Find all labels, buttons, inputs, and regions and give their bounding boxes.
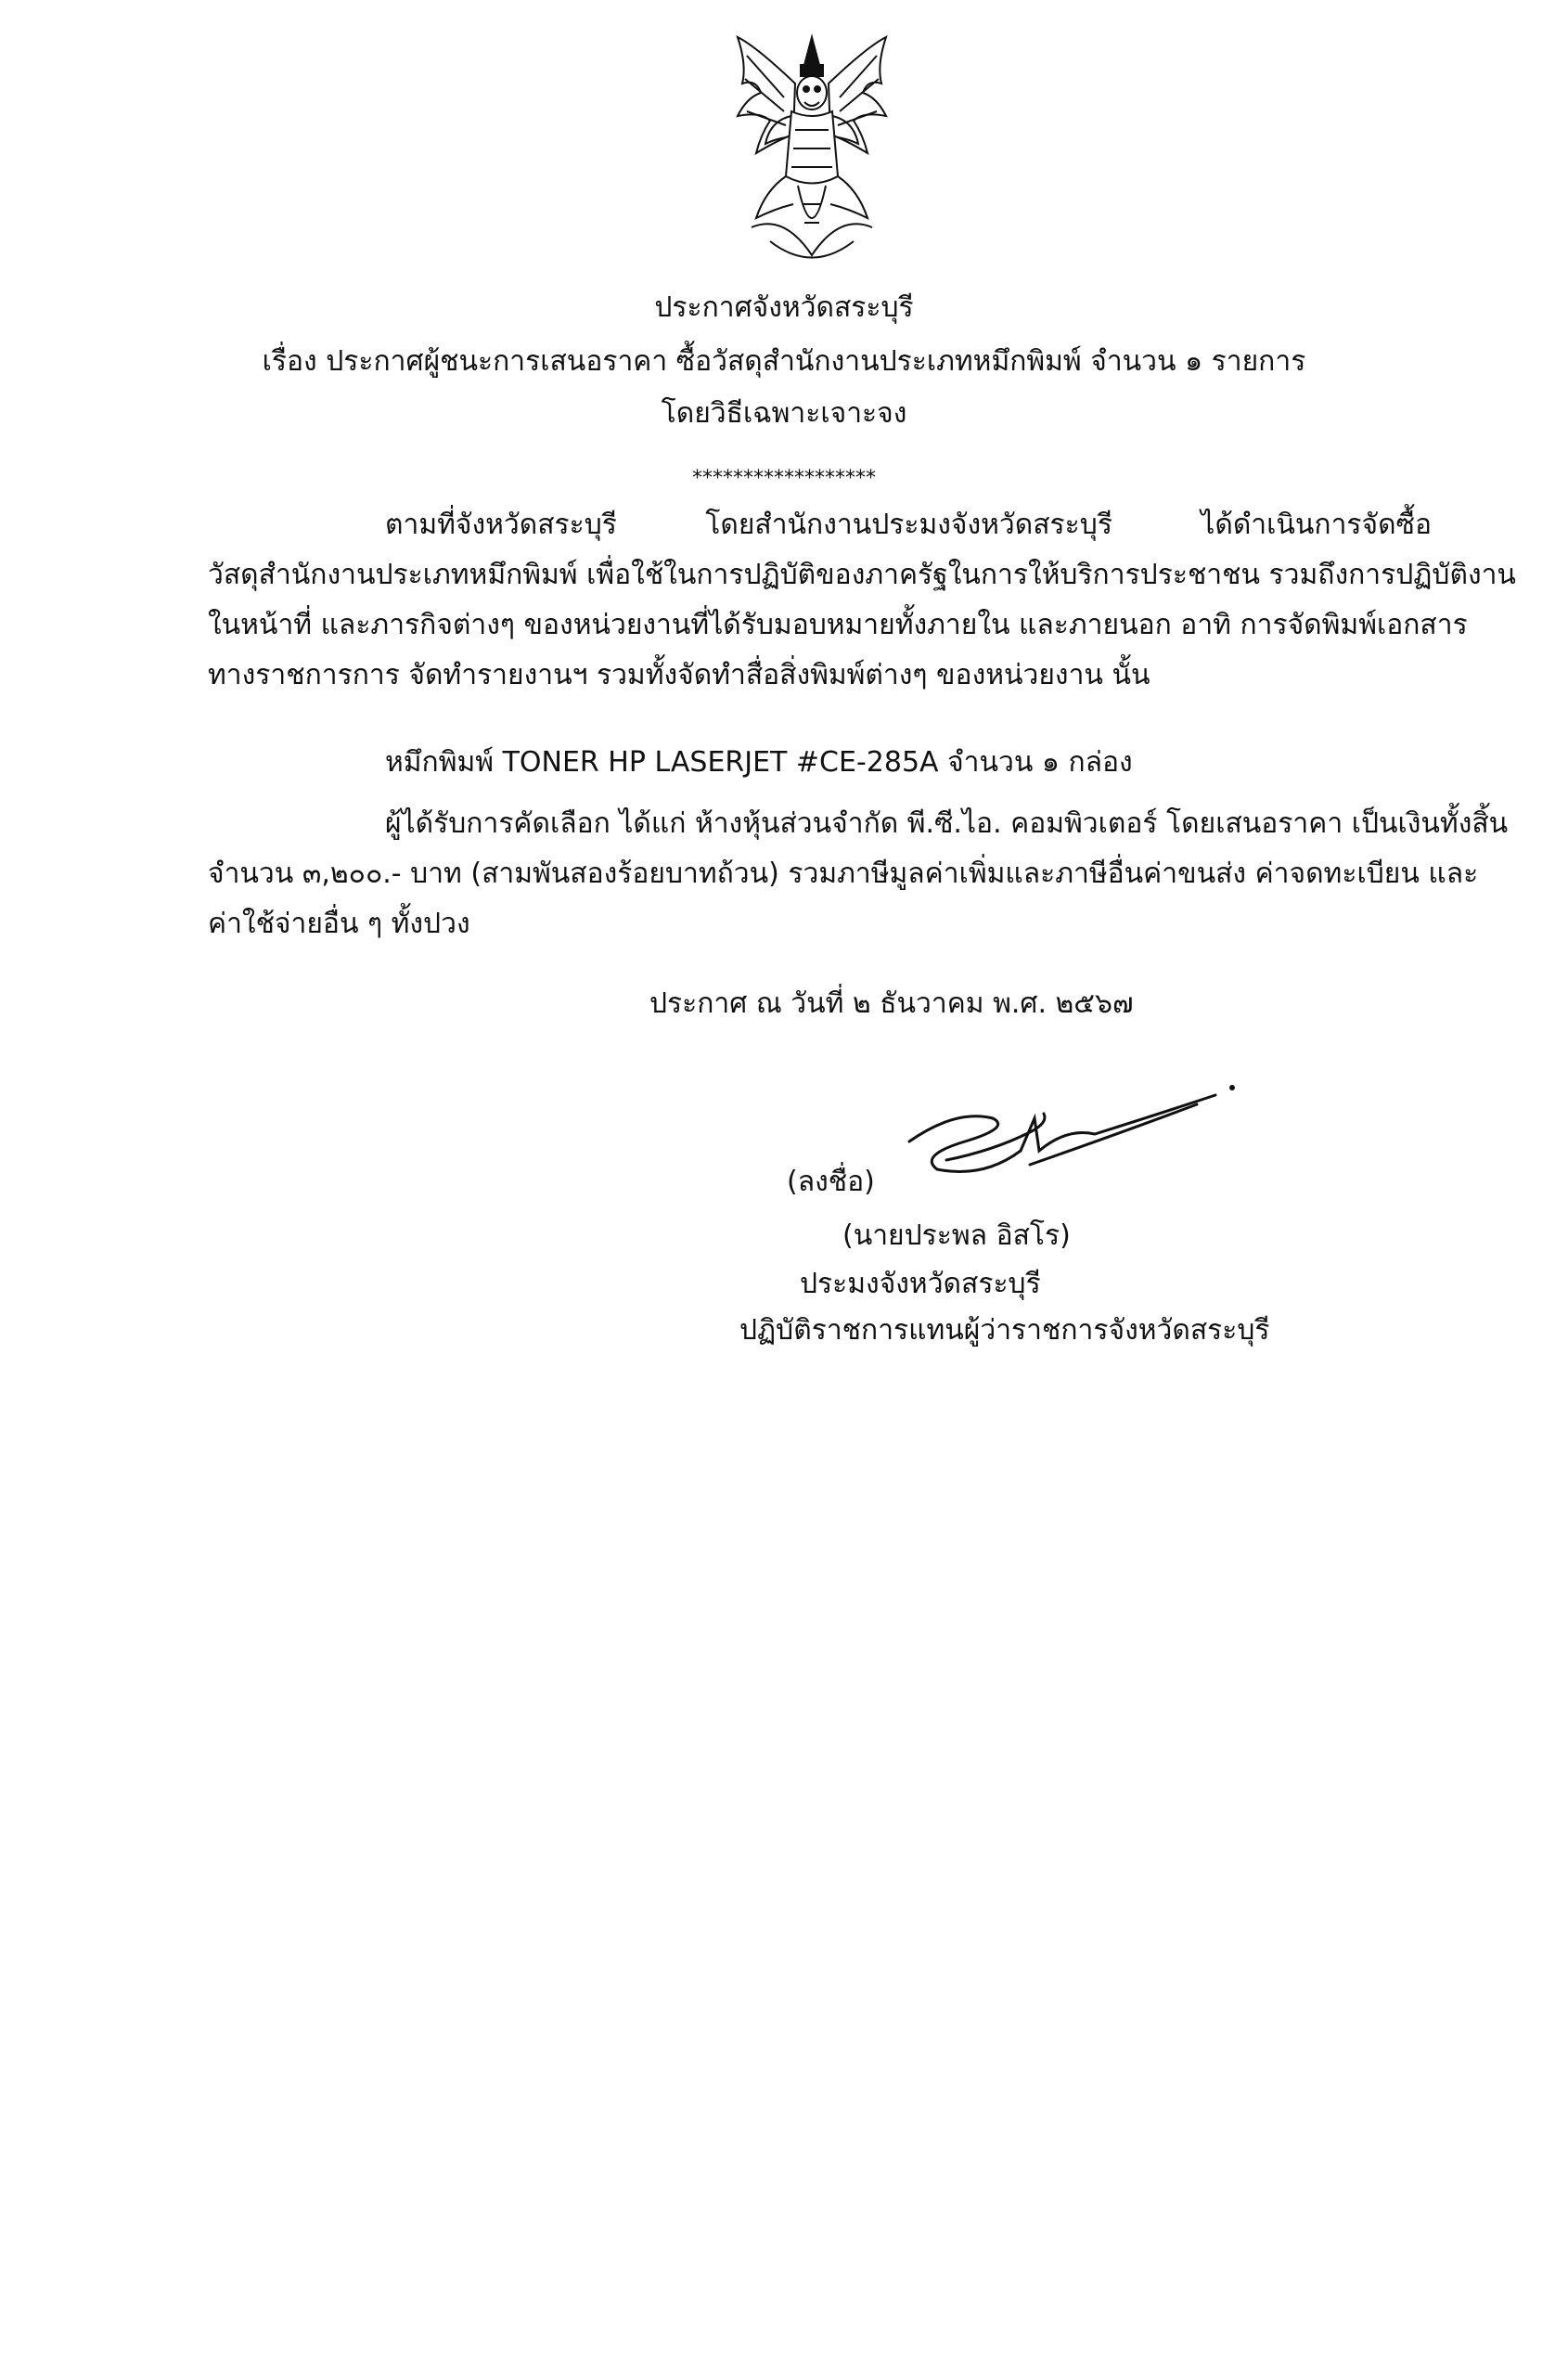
paragraph1-line-3: ในหน้าที่ และภารกิจต่างๆ ของหน่วยงานที่ได้รับมอบหมายทั้งภายใน และภายนอก อาทิ การจัดพิมพ์เอกสาร [208,609,1468,641]
paragraph2-line-2: จำนวน ๓,๒๐๐.- บาท (สามพันสองร้อยบาทถ้วน) รวมภาษีมูลค่าเพิ่มและภาษีอื่นค่าขนส่ง ค่าจดทะเบียน และ [208,858,1479,890]
paragraph1-line-2: วัสดุสำนักงานประเภทหมึกพิมพ์ เพื่อใช้ในการปฏิบัติของภาครัฐในการให้บริการประชาชน รวมถึงการปฏิบัติงาน [208,559,1516,591]
item-line: หมึกพิมพ์ TONER HP LASERJET #CE-285A จำนวน ๑ กล่อง [385,746,1133,779]
paragraph1-line-4: ทางราชการการ จัดทำรายงานฯ รวมทั้งจัดทำสื่อสิ่งพิมพ์ต่างๆ ของหน่วยงาน นั้น [208,659,1150,691]
signatory-position: ประมงจังหวัดสระบุรี [800,1268,1041,1300]
garuda-emblem-icon [719,28,905,278]
signature-label: (ลงชื่อ) [787,1166,875,1198]
handwritten-signature [881,1077,1253,1197]
acting-on-behalf: ปฏิบัติราชการแทนผู้ว่าราชการจังหวัดสระบุรี [739,1314,1270,1347]
announcement-date: ประกาศ ณ วันที่ ๒ ธันวาคม พ.ศ. ๒๕๖๗ [649,987,1134,1020]
separator: ****************** [692,467,876,490]
subject-line: เรื่อง ประกาศผู้ชนะการเสนอราคา ซื้อวัสดุสำนักงานประเภทหมึกพิมพ์ จำนวน ๑ รายการ [262,345,1306,378]
paragraph2-line-3: ค่าใช้จ่ายอื่น ๆ ทั้งปวง [208,908,470,940]
paragraph2-line-1: ผู้ได้รับการคัดเลือก ได้แก่ ห้างหุ้นส่วนจำกัด พี.ซี.ไอ. คอมพิวเตอร์ โดยเสนอราคา เป็นเงินทั้งสิ้น [385,807,1509,840]
procurement-method: โดยวิธีเฉพาะเจาะจง [661,397,907,430]
paragraph1-line-1: ตามที่จังหวัดสระบุรี โดยสำนักงานประมงจังหวัดสระบุรี ได้ดำเนินการจัดซื้อ [385,509,1432,541]
announcement-title: ประกาศจังหวัดสระบุรี [654,291,914,324]
signatory-name: (นายประพล อิสโร) [842,1219,1071,1252]
